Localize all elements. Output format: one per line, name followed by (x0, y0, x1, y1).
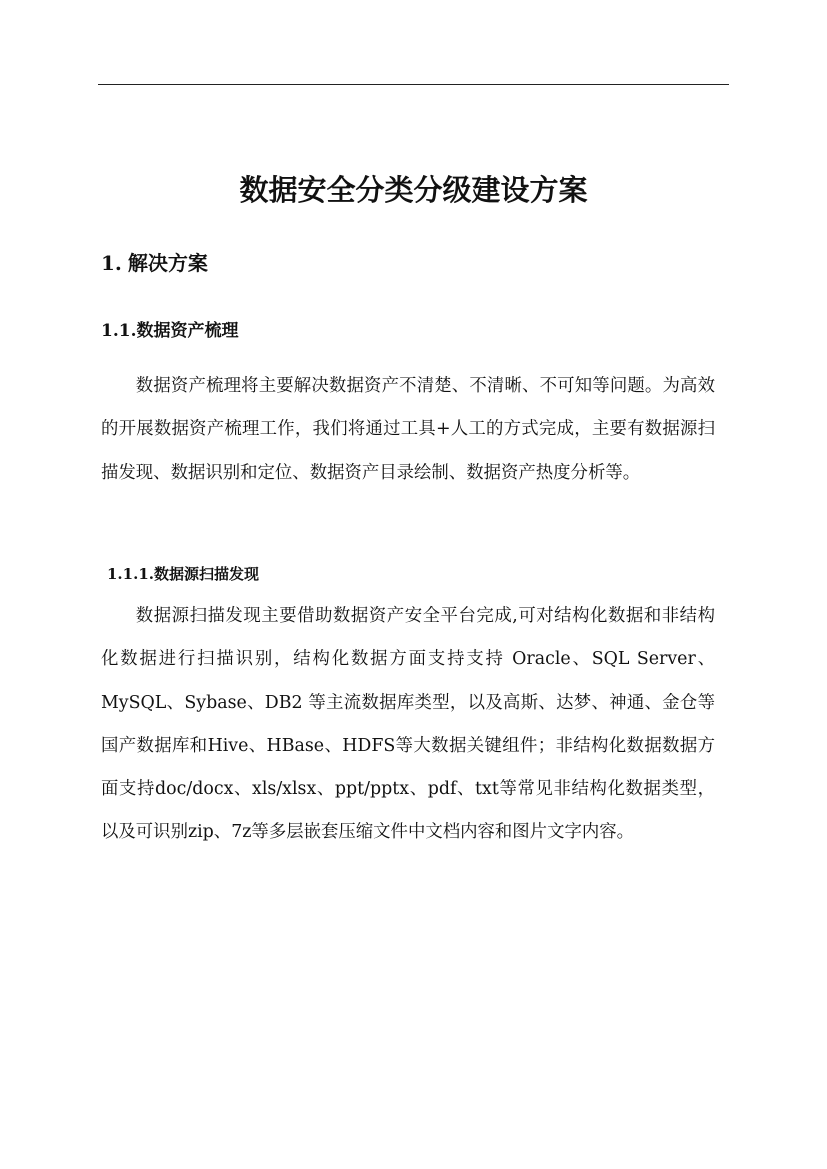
paragraph-data-asset-review: 数据资产梳理将主要解决数据资产不清楚、不清晰、不可知等问题。为高效的开展数据资产梳理工作，我们将通过工具+人工的方式完成，主要有数据源扫描发现、数据识别和定位、数据资产目录绘制、数据资产热度分析等。 (101, 376, 715, 483)
section-number: 1. (101, 251, 122, 275)
document-title: 数据安全分类分级建设方案 (239, 173, 588, 207)
section-heading-1 (101, 246, 208, 280)
subsection-heading-1-1-1 (107, 560, 259, 588)
subsection-number: 1.1. (101, 321, 137, 341)
paragraph-data-source-scan: 数据源扫描发现主要借助数据资产安全平台完成,可对结构化数据和非结构化数据进行扫描识别，结构化数据方面支持支持 Oracle、SQL Server、MySQL、Sybase、DB2 等主流数据库类型，以及高斯、达梦、神通、金仓等国产数据库和Hive、HBase、HDFS等大数据关键组件；非结构化数据数据方面支持doc/docx、xls/xlsx、ppt/pptx、pdf、txt等常见非结构化数据类型，以及可识别zip、7z等多层嵌套压缩文件中文档内容和图片文字内容。 (101, 606, 715, 843)
subsubsection-title: 数据源扫描发现 (153, 565, 259, 583)
subsection-title: 数据资产梳理 (136, 321, 239, 341)
section-title: 解决方案 (127, 251, 208, 275)
subsection-heading-1-1 (101, 316, 239, 346)
header-rule (98, 84, 729, 85)
subsubsection-number: 1.1.1. (107, 565, 154, 583)
